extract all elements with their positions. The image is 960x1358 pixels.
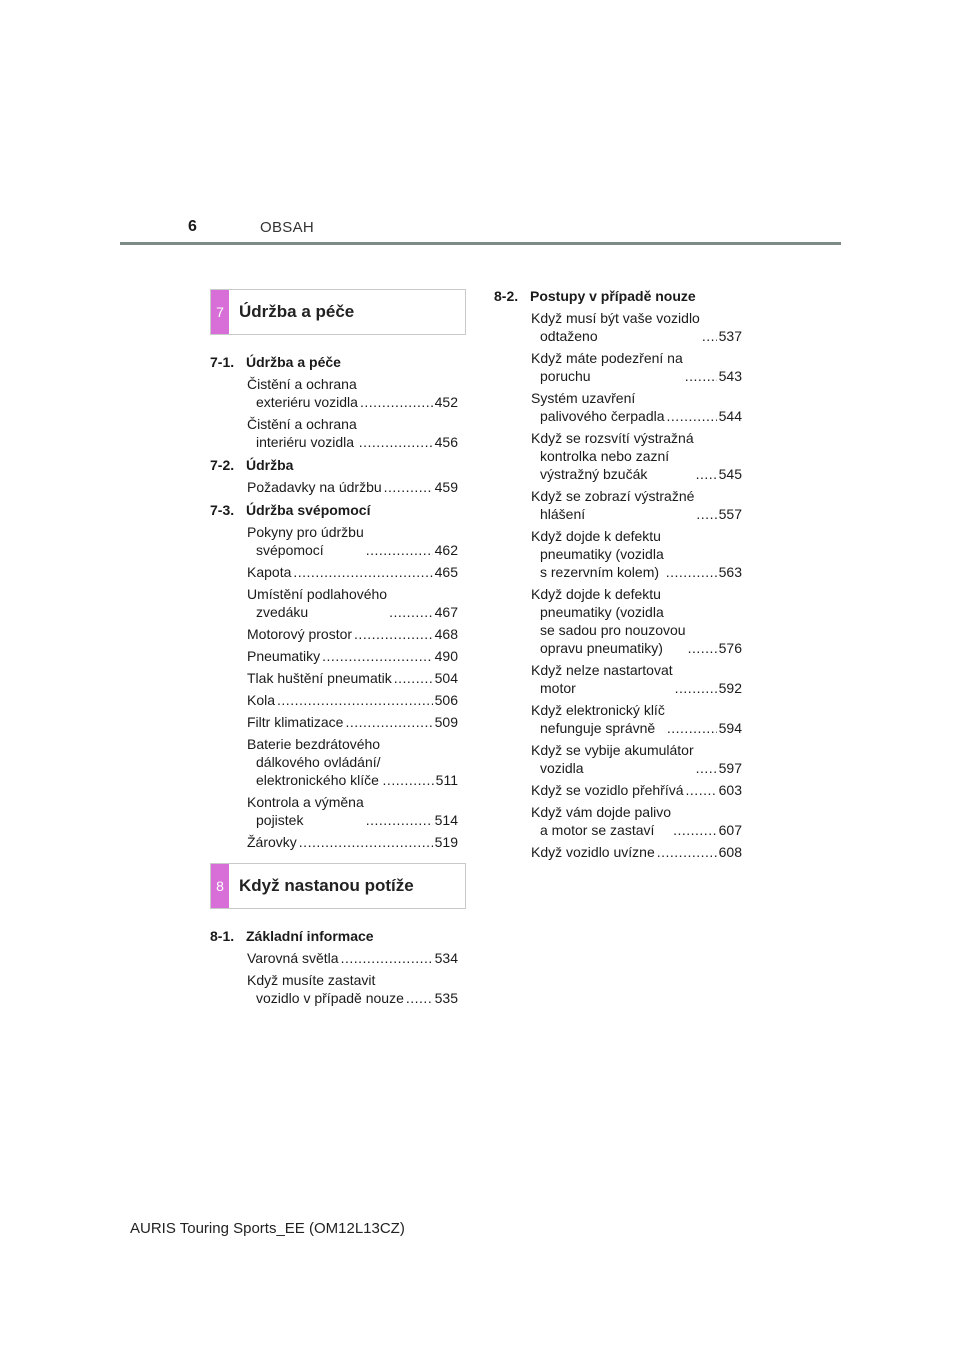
toc-entry-text: Kapota	[247, 564, 292, 580]
toc-page-number: 544	[718, 408, 742, 424]
toc-entry[interactable]	[247, 713, 458, 731]
toc-page-number: 534	[434, 950, 458, 966]
toc-entry[interactable]	[247, 478, 458, 496]
toc-entry[interactable]	[531, 429, 742, 483]
toc-page-number: 462	[434, 542, 458, 558]
toc-left-bottom	[210, 927, 458, 1012]
toc-entry-text: Systém uzavření palivového čerpadla	[531, 390, 665, 424]
toc-page-number: 603	[718, 782, 742, 798]
toc-entry-text: Filtr klimatizace	[247, 714, 344, 730]
toc-entry-text: Když vám dojde palivo a motor se zastaví	[531, 804, 672, 838]
toc-page-number: 563	[718, 564, 742, 580]
toc-entry-text: Když se vybije akumulátor vozidla	[531, 742, 694, 776]
dot-leader	[341, 949, 433, 967]
toc-entry-text: Pneumatiky	[247, 648, 321, 664]
toc-page-number: 511	[435, 772, 458, 788]
dot-leader	[675, 679, 717, 697]
section-title: Když nastanou potíže	[239, 876, 414, 895]
dot-leader	[667, 407, 717, 425]
toc-page-number: 504	[434, 670, 458, 686]
toc-entry-text: Čistění a ochrana exteriéru vozidla	[247, 376, 358, 410]
dot-leader	[383, 771, 434, 789]
toc-page-number: 459	[434, 479, 458, 495]
dot-leader	[354, 625, 433, 643]
toc-page-number: 543	[718, 368, 742, 384]
chapter-number: 7-3.	[210, 502, 235, 518]
toc-entry[interactable]	[247, 415, 458, 451]
dot-leader	[666, 563, 717, 581]
dot-leader	[360, 393, 433, 411]
chapter-title: Postupy v případě nouze	[530, 288, 696, 304]
toc-entry-text: Když vozidlo uvízne	[531, 844, 655, 860]
chapter-number: 8-1.	[210, 928, 235, 944]
dot-leader	[667, 719, 717, 737]
page-number: 6	[188, 218, 197, 235]
section-number-tab: 7	[211, 290, 229, 334]
dot-leader	[366, 811, 433, 829]
toc-entry-text: Čistění a ochrana interiéru vozidla	[247, 416, 357, 450]
chapter-title: Údržba	[246, 457, 294, 473]
dot-leader	[673, 821, 717, 839]
toc-page-number: 514	[434, 812, 458, 828]
toc-page-number: 490	[434, 648, 458, 664]
toc-entry[interactable]	[531, 585, 742, 657]
toc-page-number: 467	[434, 604, 458, 620]
toc-entry[interactable]	[247, 375, 458, 411]
toc-page-number: 456	[434, 434, 458, 450]
toc-chapter	[210, 501, 458, 851]
toc-entry[interactable]	[531, 803, 742, 839]
toc-entry[interactable]	[247, 523, 458, 559]
toc-entry-text: Když se vozidlo přehřívá	[531, 782, 684, 798]
toc-entry[interactable]	[247, 971, 458, 1007]
toc-page-number: 597	[718, 760, 742, 776]
toc-chapter	[210, 456, 458, 496]
dot-leader	[359, 433, 433, 451]
dot-leader	[345, 713, 432, 731]
section-header-8[interactable]	[210, 863, 466, 909]
toc-entry[interactable]	[247, 833, 458, 851]
dot-leader	[657, 843, 717, 861]
toc-page-number: 607	[718, 822, 742, 838]
toc-page-number: 509	[434, 714, 458, 730]
section-header-7[interactable]	[210, 289, 466, 335]
toc-entry[interactable]	[247, 585, 458, 621]
toc-page-number: 594	[718, 720, 742, 736]
toc-entry-text: Umístění podlahového zvedáku	[247, 586, 388, 620]
toc-entry[interactable]	[247, 949, 458, 967]
toc-entry-text: Když se zobrazí výstražné hlášení	[531, 488, 695, 522]
chapter-title: Údržba a péče	[246, 354, 341, 370]
toc-entry-text: Když musí být vaše vozidlo odtaženo	[531, 310, 700, 344]
toc-entry[interactable]	[531, 309, 742, 345]
dot-leader	[299, 833, 433, 851]
dot-leader	[394, 669, 433, 687]
dot-leader	[685, 367, 717, 385]
toc-page-number: 537	[718, 328, 742, 344]
toc-entry[interactable]	[531, 389, 742, 425]
toc-chapter-heading[interactable]	[210, 456, 458, 474]
dot-leader	[366, 541, 433, 559]
toc-entry[interactable]	[247, 647, 458, 665]
toc-page-number: 506	[434, 692, 458, 708]
dot-leader	[686, 781, 717, 799]
toc-chapter-heading[interactable]	[210, 501, 458, 519]
chapter-number: 8-2.	[494, 288, 519, 304]
toc-entry[interactable]	[531, 487, 742, 523]
toc-chapter	[210, 353, 458, 451]
page-title: OBSAH	[260, 219, 315, 236]
toc-page-number: 608	[718, 844, 742, 860]
toc-entry-text: Kontrola a výměna pojistek	[247, 794, 364, 828]
chapter-title: Údržba svépomocí	[246, 502, 371, 518]
dot-leader	[277, 691, 433, 709]
toc-entry-text: Když musíte zastavit vozidlo v případě nouze	[247, 972, 404, 1006]
toc-entry-text: Varovná světla	[247, 950, 339, 966]
toc-entry[interactable]	[247, 735, 458, 789]
toc-entry-text: Když se rozsvítí výstražná kontrolka nebo zazní výstražný bzučák	[531, 430, 694, 482]
dot-leader	[696, 505, 716, 523]
dot-leader	[702, 327, 717, 345]
chapter-number: 7-2.	[210, 457, 235, 473]
toc-right	[494, 287, 742, 866]
toc-left-top	[210, 353, 458, 856]
toc-chapter-heading[interactable]	[210, 927, 458, 945]
toc-entry-text: Když dojde k defektu pneumatiky (vozidla se sadou pro nouzovou opravu pneumatiky)	[531, 586, 686, 656]
toc-chapter	[210, 927, 458, 1007]
toc-entry-text: Motorový prostor	[247, 626, 353, 642]
dot-leader	[293, 563, 432, 581]
toc-entry[interactable]	[531, 701, 742, 737]
document-footer: AURIS Touring Sports_EE (OM12L13CZ)	[130, 1220, 405, 1237]
toc-page-number: 545	[718, 466, 742, 482]
toc-entry-text: Když máte podezření na poruchu	[531, 350, 683, 384]
chapter-number: 7-1.	[210, 354, 235, 370]
dot-leader	[322, 647, 432, 665]
toc-page-number: 465	[434, 564, 458, 580]
dot-leader	[406, 989, 433, 1007]
toc-entry[interactable]	[531, 527, 742, 581]
header-divider	[120, 242, 841, 245]
toc-entry[interactable]	[247, 563, 458, 581]
toc-page-number: 519	[434, 834, 458, 850]
toc-entry[interactable]	[531, 349, 742, 385]
toc-entry-text: Žárovky	[247, 834, 297, 850]
toc-page-number: 535	[434, 990, 458, 1006]
toc-entry-text: Pokyny pro údržbu svépomocí	[247, 524, 364, 558]
toc-chapter-heading[interactable]	[210, 353, 458, 371]
toc-entry[interactable]	[247, 625, 458, 643]
toc-page-number: 576	[718, 640, 742, 656]
dot-leader	[696, 759, 717, 777]
toc-entry[interactable]	[247, 691, 458, 709]
toc-entry-text: Tlak huštění pneumatik	[247, 670, 392, 686]
section-number-tab: 8	[211, 864, 229, 908]
toc-entry[interactable]	[247, 669, 458, 687]
toc-entry-text: Když elektronický klíč nefunguje správně	[531, 702, 665, 736]
dot-leader	[696, 465, 717, 483]
toc-entry-text: Požadavky na údržbu	[247, 479, 382, 495]
toc-chapter	[494, 287, 742, 861]
toc-entry[interactable]	[531, 843, 742, 861]
toc-entry-text: Kola	[247, 692, 276, 708]
toc-entry[interactable]	[531, 781, 742, 799]
toc-page-number: 557	[718, 506, 742, 522]
toc-page-number: 468	[434, 626, 458, 642]
toc-entry[interactable]	[531, 661, 742, 697]
dot-leader	[688, 639, 717, 657]
dot-leader	[384, 478, 433, 496]
dot-leader	[389, 603, 433, 621]
toc-entry-text: Baterie bezdrátového dálkového ovládání/ elektronického klíče	[247, 736, 381, 788]
chapter-title: Základní informace	[246, 928, 374, 944]
toc-entry-text: Když dojde k defektu pneumatiky (vozidla s rezervním kolem)	[531, 528, 664, 580]
toc-page-number: 452	[434, 394, 458, 410]
toc-entry[interactable]	[247, 793, 458, 829]
toc-entry-text: Když nelze nastartovat motor	[531, 662, 673, 696]
toc-chapter-heading[interactable]	[494, 287, 742, 305]
toc-page-number: 592	[718, 680, 742, 696]
toc-entry[interactable]	[531, 741, 742, 777]
section-title: Údržba a péče	[239, 302, 355, 321]
